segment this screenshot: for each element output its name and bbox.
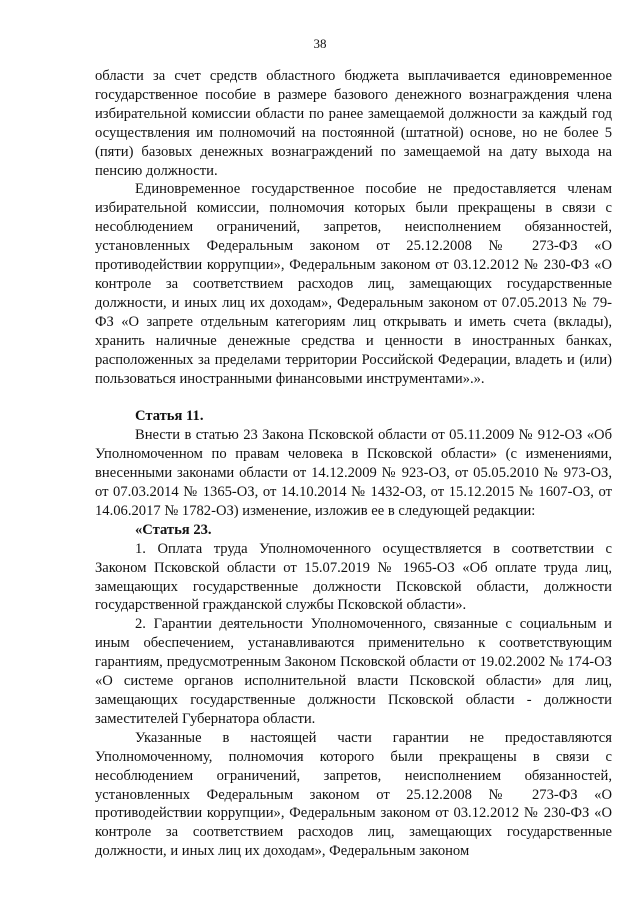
document-body [95, 67, 612, 861]
paragraph-article-11-amendment: Внести в статью 23 Закона Псковской области от 05.11.2009 № 912-ОЗ «Об Уполномоченном по правам человека в Псковской области» (с изменениями, внесенными законами области от 14.12.2009 № 923-ОЗ, от 05.05.2010 № 973-ОЗ, от 07.03.2014 № 1365-ОЗ, от 14.10.2014 № 1432-ОЗ, от 15.12.2015 № 1607-ОЗ, от 14.06.2017 № 1782-ОЗ) изменение, изложив ее в следующей редакции: [95, 427, 612, 519]
paragraph-guarantees-exclusion: Указанные в настоящей части гарантии не предоставляются Уполномоченному, полномочия которого были прекращены в связи с несоблюдением ограничений, запретов, неисполнением обязанностей, установленных Федеральным законом от 25.12.2008 № 273-ФЗ «О противодействии коррупции», Федеральным законом от 03.12.2012 № 230-ФЗ «О контроле за соответствием расходов лиц, замещающих государственные должности, и иных лиц их доходам», Федеральным законом [95, 729, 612, 860]
paragraph-guarantees: 2. Гарантии деятельности Уполномоченного, связанные с социальным и иным обеспечением, устанавливаются применительно к соответствующим гарантиям, предусмотренным Законом Псковской области от 19.02.2002 № 174-ОЗ «О системе органов исполнительной власти Псковской области» для лиц, замещающих государственные должности Псковской области - должности заместителей Губернатора области. [95, 616, 612, 727]
paragraph-remuneration: 1. Оплата труда Уполномоченного осуществляется в соответствии с Законом Псковской области от 15.07.2019 № 1965-ОЗ «Об оплате труда лиц, замещающих государственные должности Псковской области, должности государственной гражданской службы Псковской области». [95, 540, 612, 614]
article-11-heading: Статья 11. [135, 408, 204, 425]
page-number: 38 [313, 36, 327, 51]
paragraph-allowance-exclusion: Единовременное государственное пособие не предоставляется членам избирательной комиссии, полномочия которых были прекращены в связи с несоблюдением ограничений, запретов, неисполнением обязанностей, установленных Федеральным законом от 25.12.2008 № 273-ФЗ «О противодействии коррупции», Федеральным законом от 03.12.2012 № 230-ФЗ «О контроле за соответствием расходов лиц, замещающих государственные должности, и иных лиц их доходам», Федеральным законом от 07.05.2013 № 79-ФЗ «О запрете отдельным категориям лиц открывать и иметь счета (вклады), хранить наличные денежные средства и ценности в иностранных банках, расположенных за пределами территории Российской Федерации, владеть и (или) пользоваться иностранными финансовыми инструментами».». [95, 181, 612, 387]
paragraph-pension-allowance: области за счет средств областного бюджета выплачивается единовременное государственное пособие в размере базового денежного вознаграждения члена избирательной комиссии области по ранее замещаемой должности за каждый год осуществления им полномочий на постоянной (штатной) основе, но не более 5 (пяти) базовых денежных вознаграждений по замещаемой на дату выхода на пенсию должности. [95, 68, 612, 179]
quoted-article-23-heading [95, 521, 612, 540]
quoted-article-23-title: «Статья 23. [135, 521, 212, 538]
